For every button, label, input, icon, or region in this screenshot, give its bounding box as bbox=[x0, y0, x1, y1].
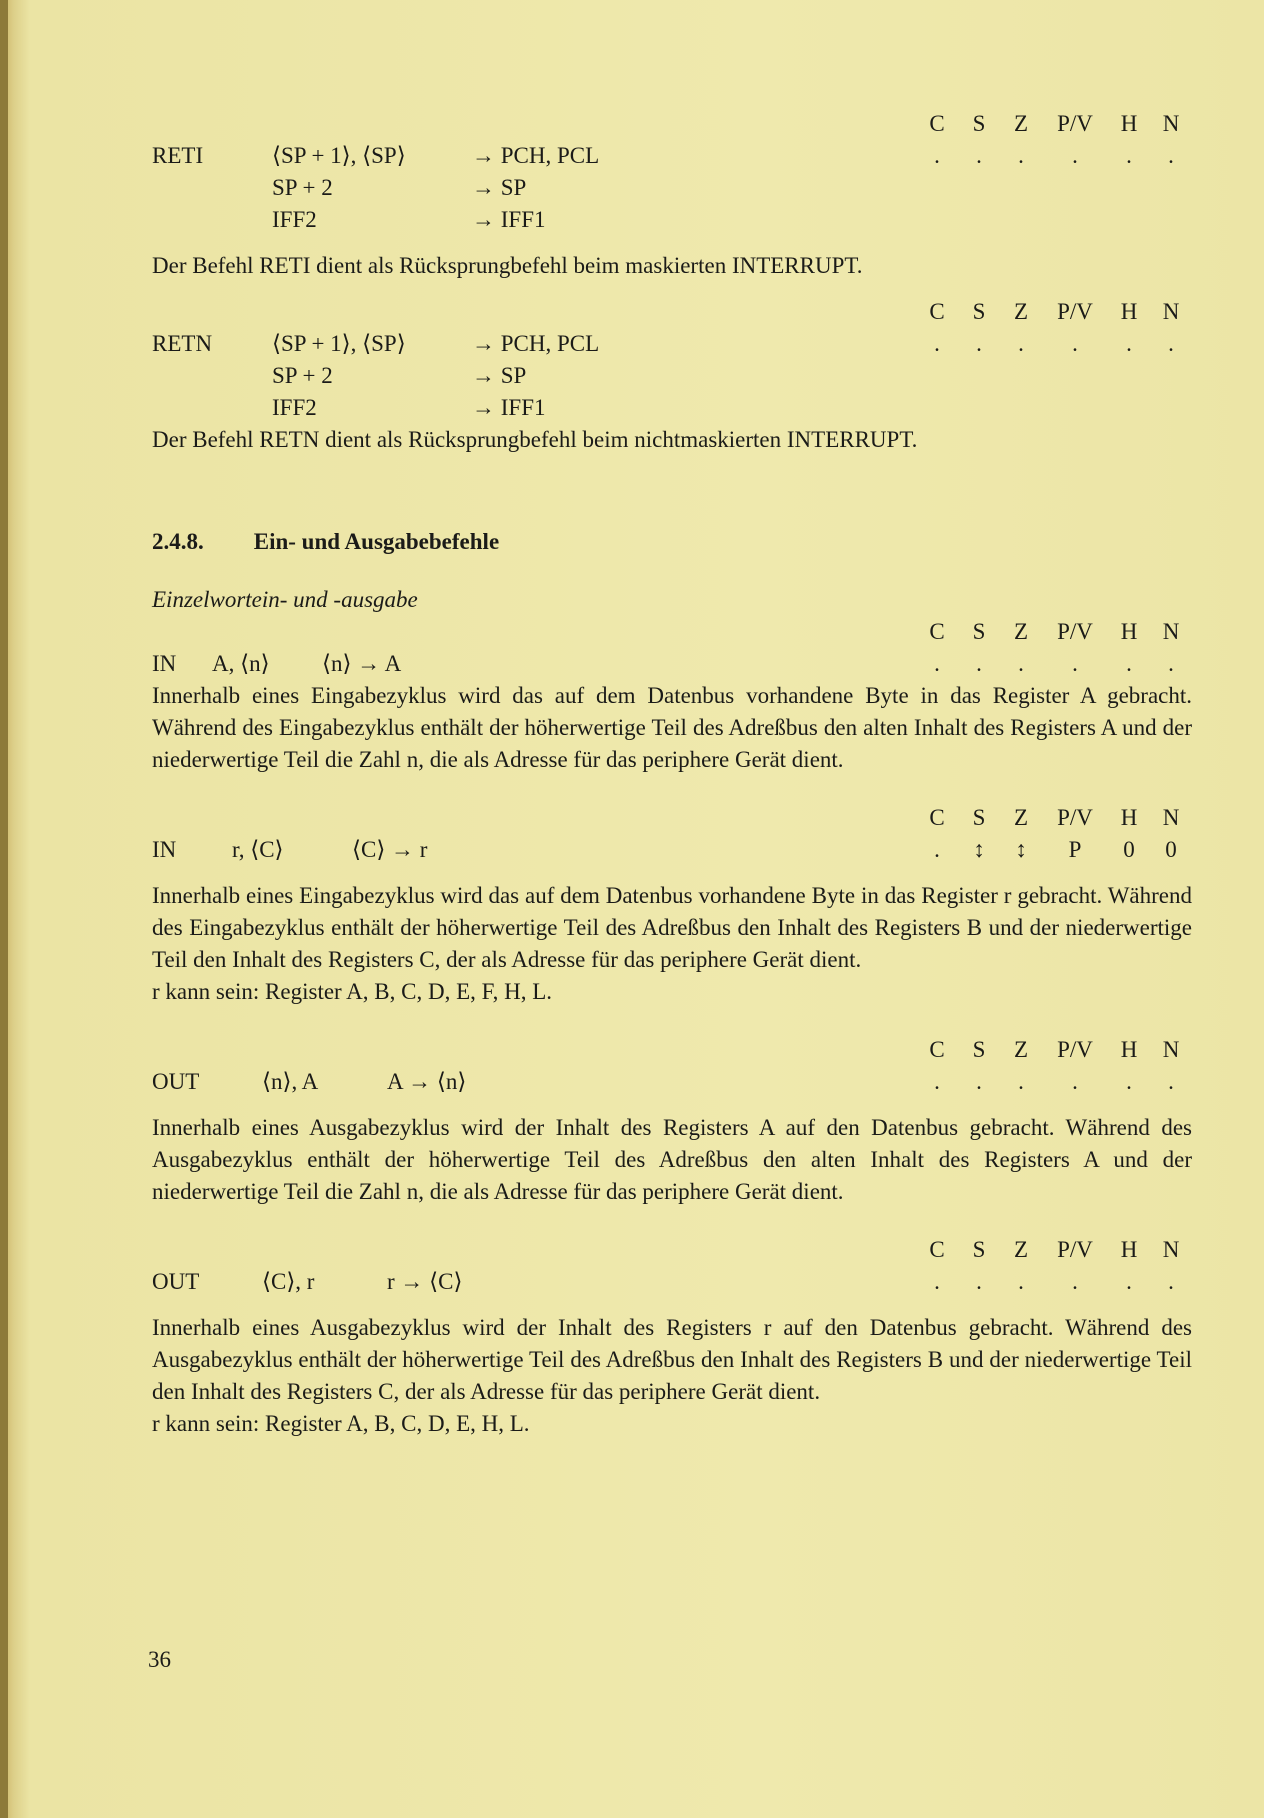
flag-values-in-n: . . . . . . bbox=[934, 651, 1174, 676]
flag-values-in-c: . ↕ ↕ P 0 0 bbox=[934, 837, 1177, 862]
instruction-out-n: OUT ⟨n⟩, A A → ⟨n⟩ bbox=[152, 1069, 467, 1094]
flag-header-reti: C S Z P/V H N bbox=[929, 111, 1180, 136]
page-content bbox=[152, 108, 1192, 1440]
page-number: 36 bbox=[148, 1647, 171, 1672]
flag-header-out-c: C S Z P/V H N bbox=[929, 1237, 1180, 1262]
instruction-reti: RETI ⟨SP + 1⟩, ⟨SP⟩ → PCH, PCL SP + 2 → SP IFF2 → IFF1 bbox=[152, 140, 1192, 236]
flag-values-reti: . . . . . . bbox=[934, 143, 1174, 168]
out-n-description: Innerhalb eines Ausgabezyklus wird der Inhalt des Registers A auf den Datenbus gebracht. Während des Ausgabezyklus enthält der höherwertige Teil des Adreßbus den alten Inhalt des Registers A und der niederwertige Teil die Zahl n, die als Adresse für das periphere Gerät dient. bbox=[152, 1115, 1192, 1204]
subsection-heading: Einzelwortein- und -ausgabe bbox=[152, 587, 418, 612]
out-c-description: Innerhalb eines Ausgabezyklus wird der Inhalt des Registers r auf den Datenbus gebracht. Während des Ausgabezyklus enthält der höherwertige Teil des Adreßbus den Inhalt des Registers B und der niederwertige Teil den Inhalt des Registers C, der als Adresse für das periphere Gerät dient. bbox=[152, 1315, 1192, 1404]
mnemonic: RETN bbox=[152, 331, 213, 356]
reti-description: Der Befehl RETI dient als Rücksprungbefehl beim maskierten INTERRUPT. bbox=[152, 253, 863, 278]
instruction-in-c: IN r, ⟨C⟩ ⟨C⟩ → r bbox=[152, 837, 428, 862]
flag-values-out-n: . . . . . . bbox=[934, 1069, 1174, 1094]
flag-header-out-n: C S Z P/V H N bbox=[929, 1037, 1180, 1062]
flag-header-in-c: C S Z P/V H N bbox=[929, 805, 1180, 830]
retn-description: Der Befehl RETN dient als Rücksprungbefehl beim nichtmaskierten INTERRUPT. bbox=[152, 427, 918, 452]
out-c-register-note: r kann sein: Register A, B, C, D, E, H, L. bbox=[152, 1411, 530, 1436]
flag-values-out-c: . . . . . . bbox=[934, 1269, 1174, 1294]
instruction-in-n: IN A, ⟨n⟩ ⟨n⟩ → A bbox=[152, 651, 402, 676]
in-n-description: Innerhalb eines Eingabezyklus wird das auf dem Datenbus vorhandene Byte in das Register A gebracht. Während des Eingabezyklus enthält der höherwertige Teil des Adreßbus den alten Inhalt des Registers A und der niederwertige Teil die Zahl n, die als Adresse für das periphere Gerät dient. bbox=[152, 683, 1192, 772]
section-heading: 2.4.8. Ein- und Ausgabebefehle bbox=[152, 529, 500, 554]
flag-header-retn: C S Z P/V H N bbox=[929, 299, 1180, 324]
in-c-register-note: r kann sein: Register A, B, C, D, E, F, H, L. bbox=[152, 979, 552, 1004]
flag-header-in-n: C S Z P/V H N bbox=[929, 619, 1180, 644]
mnemonic: RETI bbox=[152, 143, 204, 168]
instruction-out-c: OUT ⟨C⟩, r r → ⟨C⟩ bbox=[152, 1269, 463, 1294]
page-binding-edge bbox=[0, 0, 8, 1818]
instruction-retn: RETN ⟨SP + 1⟩, ⟨SP⟩ → PCH, PCL SP + 2 → SP IFF2 → IFF1 bbox=[152, 328, 1192, 424]
flag-values-retn: . . . . . . bbox=[934, 331, 1174, 356]
in-c-description: Innerhalb eines Eingabezyklus wird das auf dem Datenbus vorhandene Byte in das Register r gebracht. Während des Eingabezyklus enthält der höherwertige Teil des Adreßbus den Inhalt des Registers B und der niederwertige Teil den Inhalt des Registers C, der als Adresse für das periphere Gerät dient. bbox=[152, 883, 1192, 972]
